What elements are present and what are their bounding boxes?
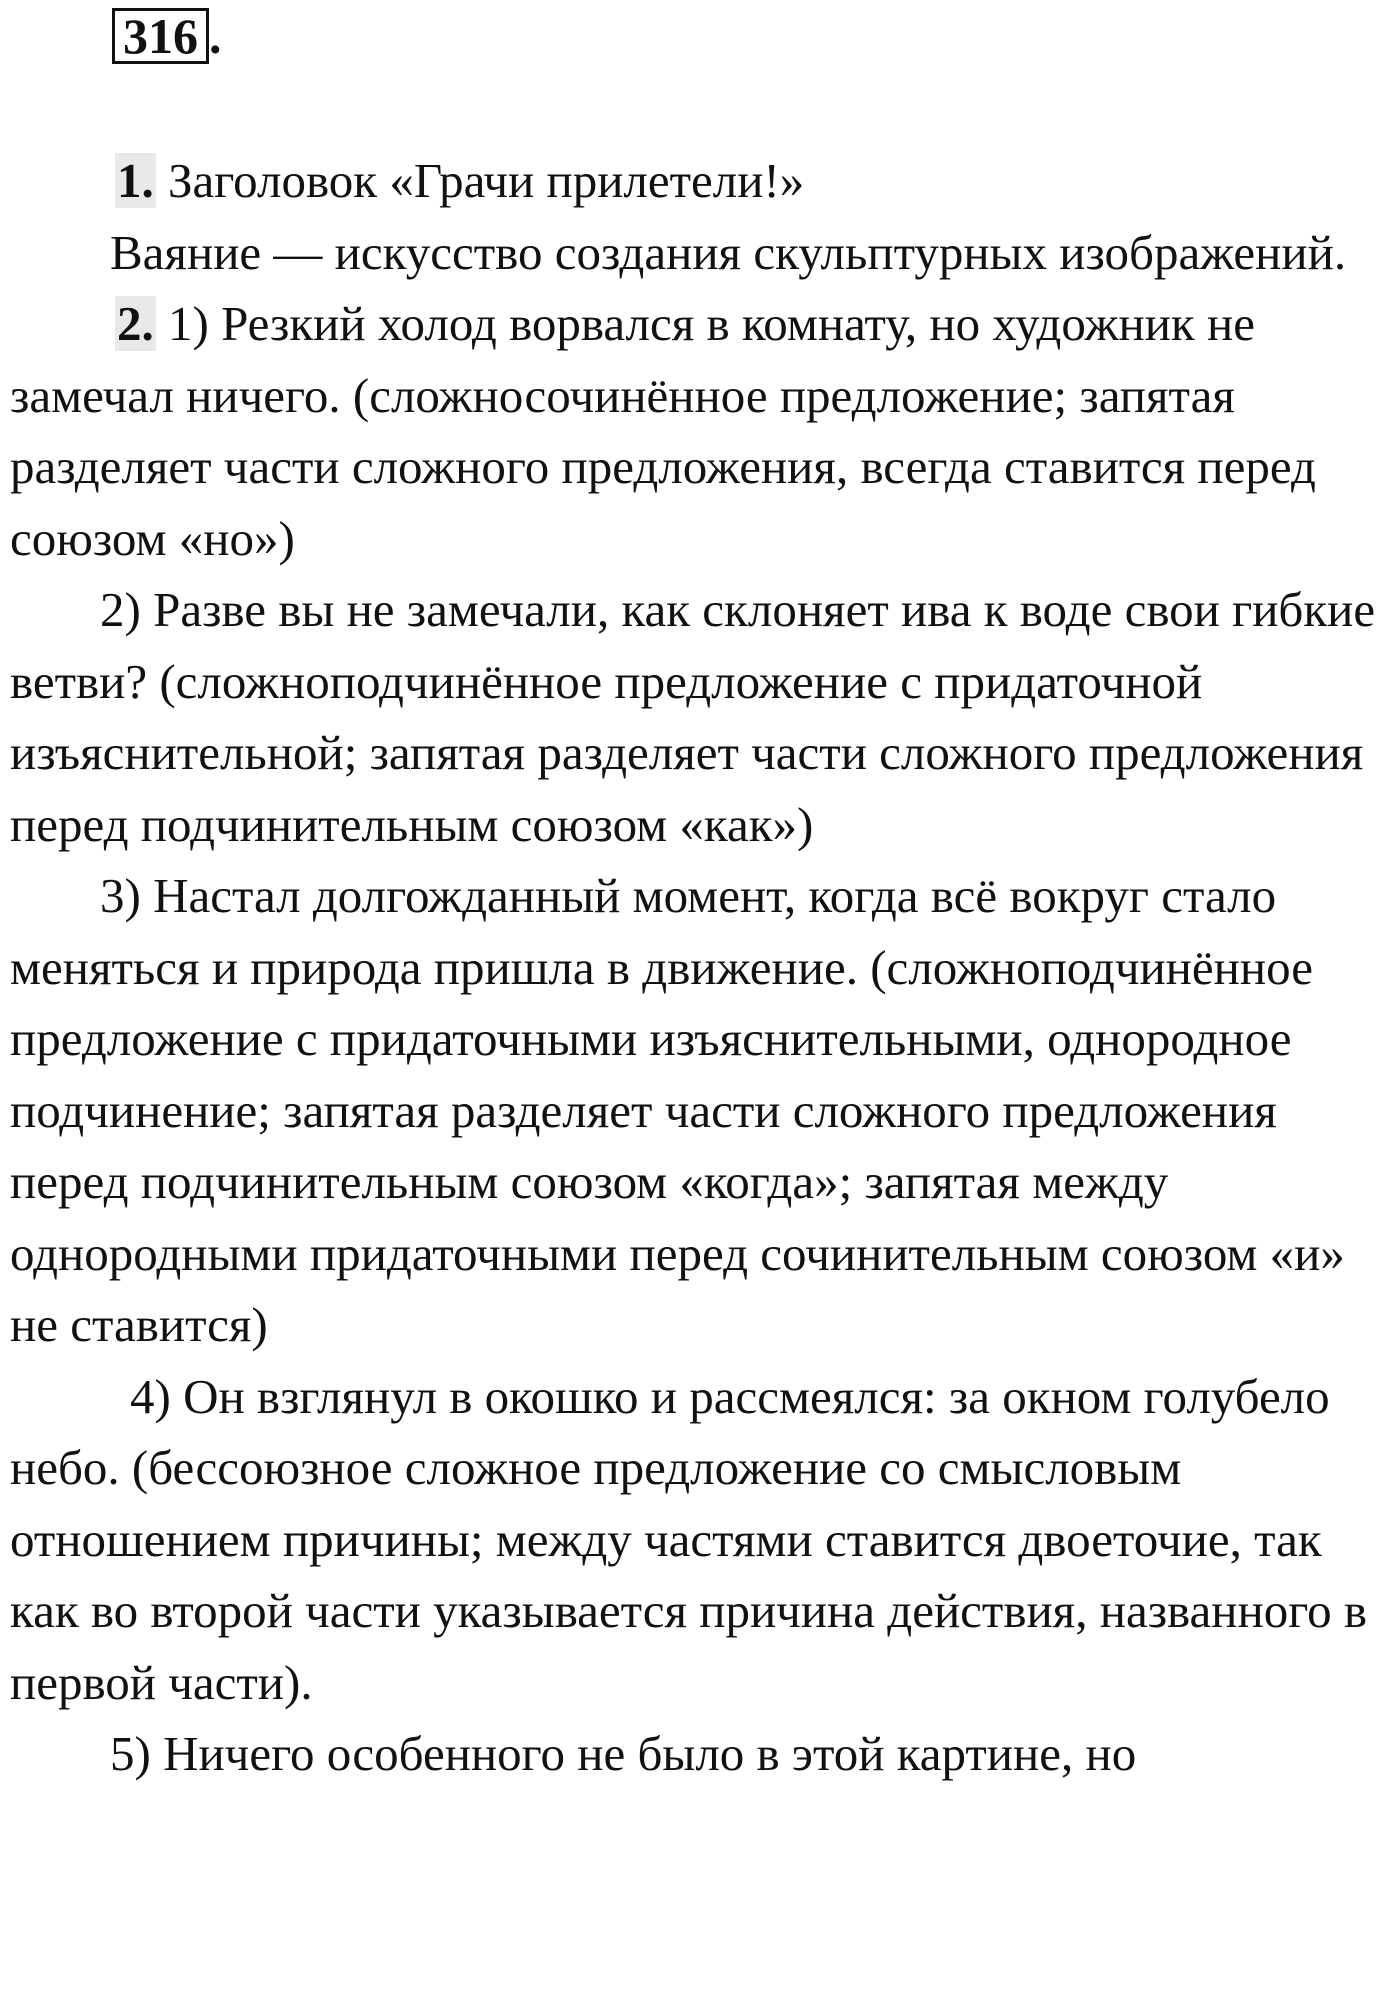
sentence-3-text: 3) Настал долгожданный момент, когда всё вокруг стало меняться и природа пришла в движение. (сложноподчинённое предложение с придаточными изъяснительными, однородное подчинение; запятая разделяет части сложного предложения перед подчинительным союзом «когда»; запятая между однородными придаточными перед сочинительным союзом «и» не ставится) xyxy=(10,868,1345,1352)
item-1-text: Заголовок «Грачи прилетели!» xyxy=(155,153,805,208)
sentence-4-paragraph xyxy=(10,1361,1390,1719)
task-number xyxy=(112,8,222,64)
item-2-paragraph xyxy=(10,288,1390,574)
definition-text: Ваяние — искусство создания скульптурных изображений. xyxy=(110,224,1347,280)
answer-text xyxy=(10,145,1390,1790)
sentence-3-paragraph xyxy=(10,860,1390,1361)
item-2-text: 1) Резкий холод ворвался в комнату, но художник не замечал ничего. (сложносочинённое предложение; запятая разделяет части сложного предложения, всегда ставится перед союзом «но») xyxy=(10,296,1316,566)
definition-paragraph xyxy=(10,217,1390,289)
task-number-box: 316 xyxy=(112,8,209,64)
item-1-marker: 1. xyxy=(117,153,154,208)
sentence-2-paragraph xyxy=(10,574,1390,860)
item-2-marker: 2. xyxy=(117,296,154,351)
sentence-5-paragraph xyxy=(10,1718,1390,1790)
item-1-paragraph xyxy=(10,145,1390,217)
sentence-4-text: 4) Он взглянул в окошко и рассмеялся: за окном голубело небо. (бессоюзное сложное предложение со смысловым отношением причины; между частями ставится двоеточие, так как во второй части указывается причина действия, названного в первой части). xyxy=(10,1368,1367,1710)
sentence-2-text: 2) Разве вы не замечали, как склоняет ива к воде свои гибкие ветви? (сложноподчинённое предложение с придаточной изъяснительной; запятая разделяет части сложного предложения перед подчинительным союзом «как») xyxy=(10,582,1376,852)
sentence-5-text: 5) Ничего особенного не было в этой картине, но xyxy=(110,1726,1137,1781)
task-number-dot: . xyxy=(209,8,222,64)
